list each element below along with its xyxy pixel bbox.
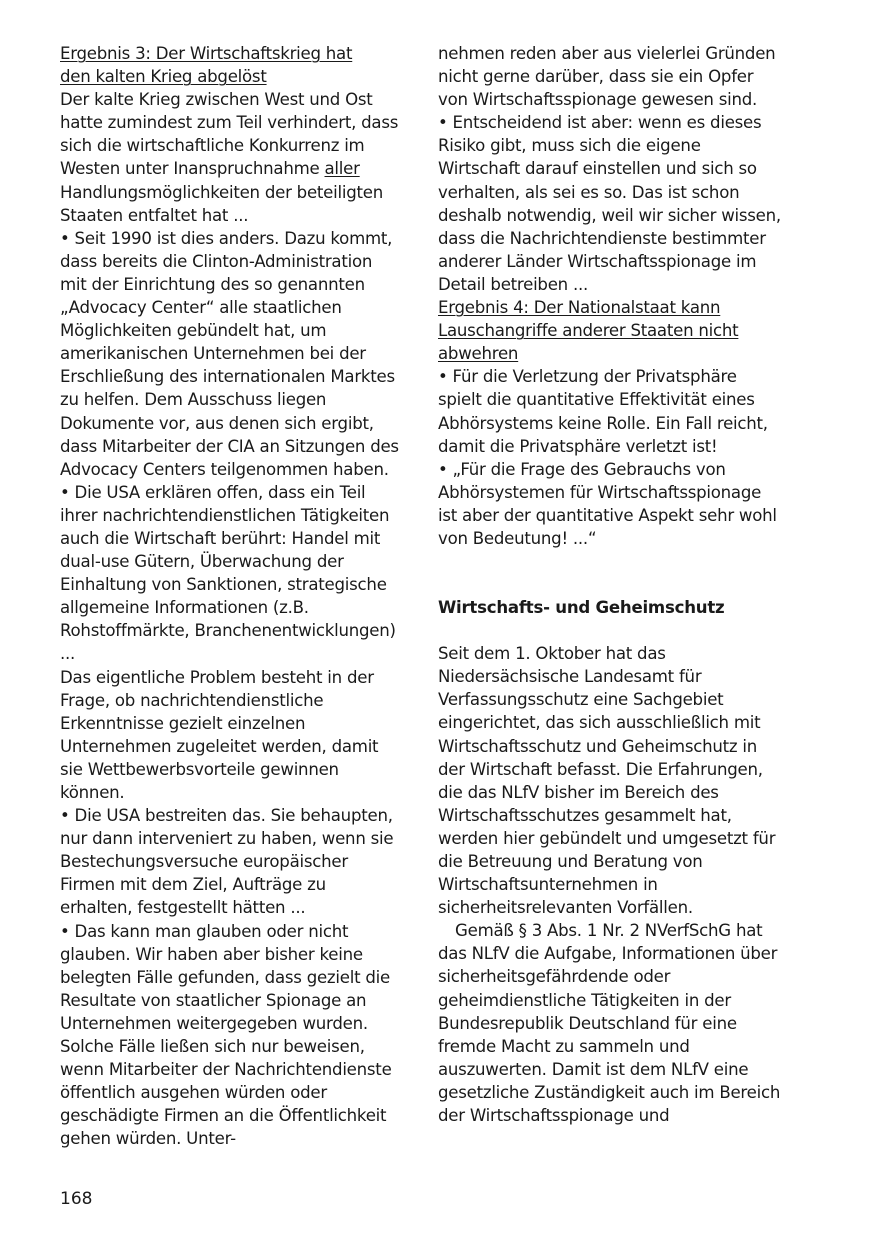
bullet-no-evidence: • Das kann man glauben oder nicht glauben. Wir haben aber bisher keine belegten Fälle gefunden, dass gezielt die Resultate von staatlicher Spionage an Unternehmen weitergegeben wurden. Solche Fälle ließen sich nur beweisen, wenn Mitarbeiter der Nachrichtendienste öffentlich ausgehen würden oder geschädigte Firmen an die Öffentlichkeit gehen würden. Unter-: [60, 921, 392, 1149]
bullet-privacy: • Für die Verletzung der Privatsphäre spielt die quantitative Effektivität eines Abhörsystems keine Rolle. Ein Fall reicht, damit die Privatsphäre verletzt ist!: [438, 367, 768, 456]
page-number: 168: [60, 1189, 93, 1209]
result-4-heading: Ergebnis 4: Der Nationalstaat kann Lauschangriffe anderer Staaten nicht abwehren: [438, 298, 739, 364]
result-3-heading: Ergebnis 3: Der Wirtschaftskrieg hat den kalten Krieg abgelöst: [60, 44, 353, 87]
paragraph-continuation: nehmen reden aber aus vielerlei Gründen nicht gerne darüber, dass sie ein Opfer von Wirtschaftsspionage gewesen sind.: [438, 44, 776, 110]
spacer: [438, 619, 781, 642]
paragraph-core-problem: Das eigentliche Problem besteht in der Frage, ob nachrichtendienstliche Erkenntnisse gezielt einzelnen Unternehmen zugeleitet werden, damit sie Wettbewerbsvorteile gewinnen können.: [60, 667, 379, 802]
paragraph-nlfv-task: Gemäß § 3 Abs. 1 Nr. 2 NVerfSchG hat das NLfV die Aufgabe, Informationen über sicherheitsgefährdende oder geheimdienstliche Tätigkeiten in der Bundesrepublik Deutschland für eine fremde Macht zu sammeln und auszuwerten. Damit ist dem NLfV eine gesetzliche Zuständigkeit auch im Bereich der Wirtschaftsspionage und: [438, 921, 781, 1126]
left-column: [60, 42, 403, 1151]
bullet-usa-intelligence: • Die USA erklären offen, dass ein Teil ihrer nachrichtendienstlichen Tätigkeiten auch die Wirtschaft berührt: Handel mit dual-use Gütern, Überwachung der Einhaltung von Sanktionen, strategische allgemeine Informationen (z.B. Rohstoffmärkte, Branchenentwicklungen) ...: [60, 482, 396, 664]
bullet-decisive-risk: • Entscheidend ist aber: wenn es dieses Risiko gibt, muss sich die eigene Wirtschaft darauf einstellen und sich so verhalten, als sei es so. Das ist schon deshalb notwendig, weil wir sicher wissen, dass die Nachrichtendienste bestimmter anderer Länder Wirtschaftsspionage im Detail betreiben ...: [438, 113, 781, 294]
paragraph-cold-war: Der kalte Krieg zwischen West und Ost hatte zumindest zum Teil verhindert, dass sich die wirtschaftliche Konkurrenz im Westen unter Inanspruchnahme aller Handlungsmöglichkeiten der beteiligten Staaten entfaltet hat ...: [60, 90, 399, 225]
section-heading: Wirtschafts- und Geheimschutz: [438, 598, 725, 618]
right-column: [438, 42, 781, 1127]
spacer: [438, 550, 781, 596]
bullet-quote-quantitative: • „Für die Frage des Gebrauchs von Abhörsystemen für Wirtschaftsspionage ist aber der quantitative Aspekt sehr wohl von Bedeutung! ...“: [438, 459, 777, 548]
paragraph-nlfv-department: Seit dem 1. Oktober hat das Niedersächsische Landesamt für Verfassungsschutz eine Sachgebiet eingerichtet, das sich ausschließlich mit Wirtschaftsschutz und Geheimschutz in der Wirtschaft befasst. Die Erfahrungen, die das NLfV bisher im Bereich des Wirtschaftsschutzes gesammelt hat, werden hier gebündelt und umgesetzt für die Betreuung und Beratung von Wirtschaftsunternehmen in sicherheitsrelevanten Vorfällen.: [438, 644, 776, 918]
bullet-usa-deny: • Die USA bestreiten das. Sie behaupten, nur dann interveniert zu haben, wenn sie Bestechungsversuche europäischer Firmen mit dem Ziel, Aufträge zu erhalten, festgestellt hätten ...: [60, 806, 394, 918]
emphasis-aller: aller: [324, 159, 360, 179]
bullet-advocacy-center: • Seit 1990 ist dies anders. Dazu kommt, dass bereits die Clinton-Administration mit der Einrichtung des so genannten „Advocacy Center“ alle staatlichen Möglichkeiten gebündelt hat, um amerikanischen Unternehmen bei der Erschließung des internationalen Marktes zu helfen. Dem Ausschuss liegen Dokumente vor, aus denen sich ergibt, dass Mitarbeiter der CIA an Sitzungen des Advocacy Centers teilgenommen haben.: [60, 228, 399, 479]
